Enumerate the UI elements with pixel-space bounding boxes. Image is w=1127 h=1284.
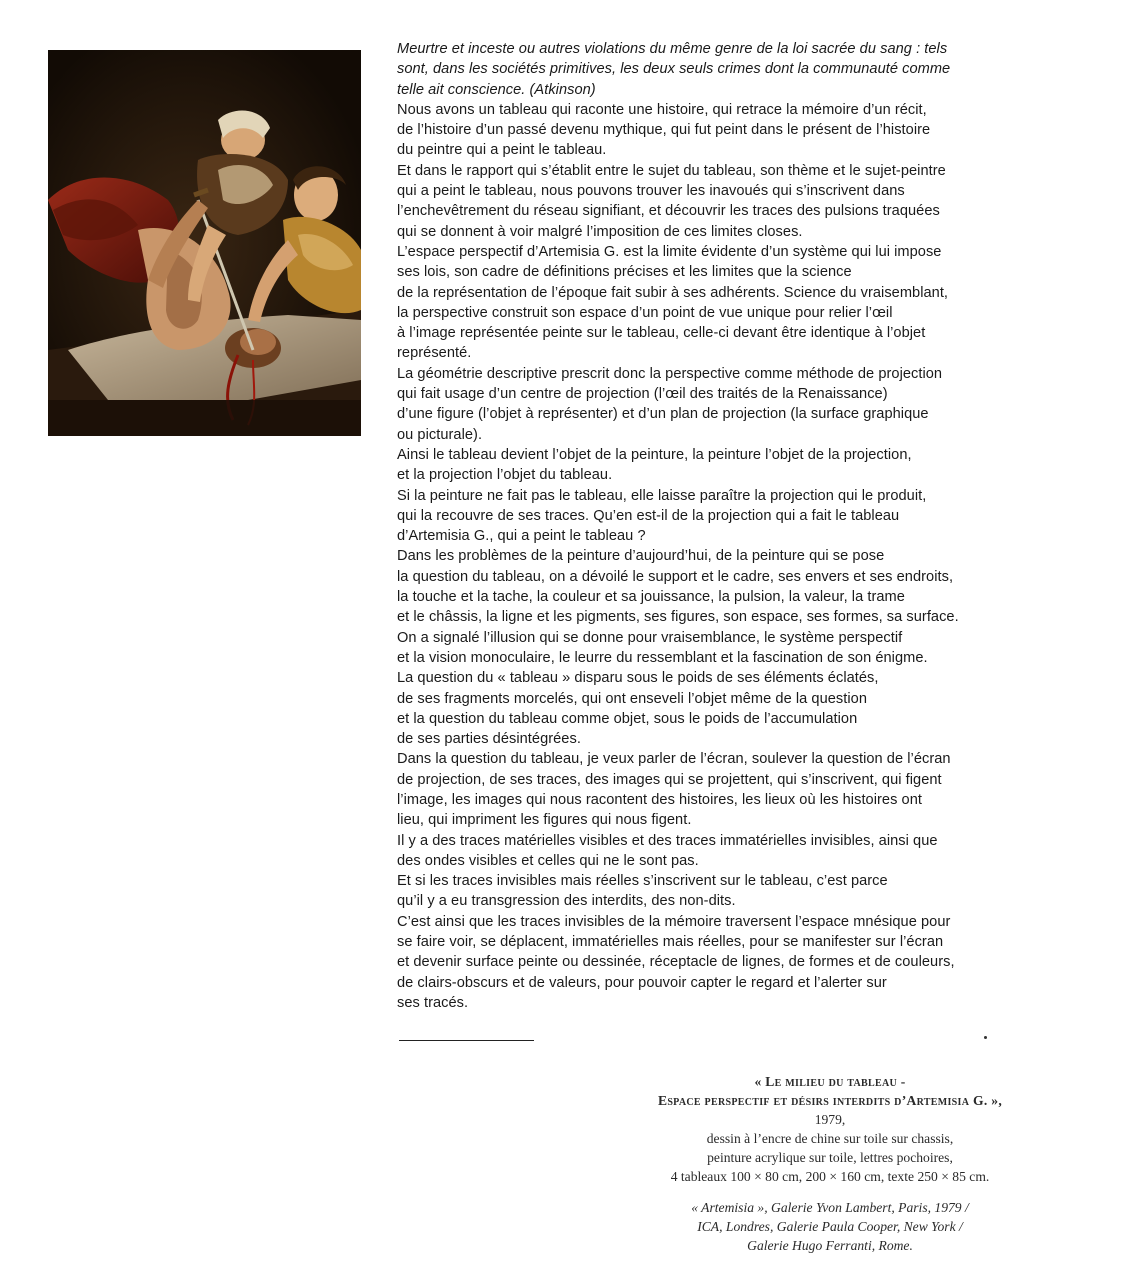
body-line: ou picturale). <box>397 426 483 443</box>
body-line: qu’il y a eu transgression des interdits, des non-dits. <box>397 893 736 910</box>
body-line: Nous avons un tableau qui raconte une histoire, qui retrace la mémoire d’un récit, <box>397 101 927 118</box>
body-line: représenté. <box>397 345 472 362</box>
body-line: L’espace perspectif d’Artemisia G. est la limite évidente d’un système qui lui impose <box>397 243 942 260</box>
epigraph-line: Meurtre et inceste ou autres violations du même genre de la loi sacrée du sang : tels <box>397 41 948 57</box>
body-line: de l’histoire d’un passé devenu mythique, qui fut peint dans le présent de l’histoire <box>397 122 931 139</box>
body-line: du peintre qui a peint le tableau. <box>397 142 607 159</box>
body-line: se faire voir, se déplacent, immatérielles mais réelles, pour se manifester sur l’écran <box>397 934 944 951</box>
body-line: de ses parties désintégrées. <box>397 731 581 748</box>
body-line: La géométrie descriptive prescrit donc la perspective comme méthode de projection <box>397 365 943 382</box>
body-line: Dans la question du tableau, je veux parler de l’écran, soulever la question de l’écran <box>397 751 951 768</box>
body-line: Il y a des traces matérielles visibles et des traces immatérielles invisibles, ainsi que <box>397 832 938 849</box>
caption-dimensions: 4 tableaux 100 × 80 cm, 200 × 160 cm, texte 250 × 85 cm. <box>670 1169 990 1184</box>
body-line: Ainsi le tableau devient l’objet de la peinture, la peinture l’objet de la projection, <box>397 446 912 463</box>
body-line: qui la recouvre de ses traces. Qu’en est-il de la projection qui a fait le tableau <box>397 507 900 524</box>
body-line: et la question du tableau comme objet, sous le poids de l’accumulation <box>397 710 858 727</box>
body-line: et la projection l’objet du tableau. <box>397 467 613 484</box>
body-line: de ses fragments morcelés, qui ont enseveli l’objet même de la question <box>397 690 867 707</box>
body-line: d’une figure (l’objet à représenter) et d’un plan de projection (la surface graphique <box>397 406 929 423</box>
body-line: et le châssis, la ligne et les pigments, ses figures, son espace, ses formes, sa surface. <box>397 609 959 626</box>
body-line: ses tracés. <box>397 994 469 1011</box>
artwork-caption <box>560 1072 1100 1255</box>
body-line: de clairs-obscurs et de valeurs, pour pouvoir capter le regard et l’alerter sur <box>397 974 887 991</box>
body-line: la perspective construit son espace d’un point de vue unique pour relier l’œil <box>397 304 893 321</box>
body-line: Dans les problèmes de la peinture d’aujourd’hui, de la peinture qui se pose <box>397 548 885 565</box>
body-line: qui a peint le tableau, nous pouvons trouver les inavoués qui s’inscrivent dans <box>397 183 905 200</box>
body-line: à l’image représentée peinte sur le tableau, celle-ci devant être identique à l’objet <box>397 325 926 342</box>
epigraph-line: telle ait conscience. (Atkinson) <box>397 81 596 98</box>
caption-title-line-1: « Le milieu du tableau - <box>754 1074 906 1089</box>
body-line: d’Artemisia G., qui a peint le tableau ? <box>397 528 646 545</box>
body-line: la touche et la tache, la couleur et sa jouissance, la pulsion, la valeur, la trame <box>397 589 905 606</box>
caption-title-line-2: Espace perspectif et désirs interdits d’Artemisia G. », <box>657 1093 1003 1108</box>
body-line: et la vision monoculaire, le leurre du ressemblant et la fascination de son énigme. <box>397 649 928 666</box>
body-line: Et si les traces invisibles mais réelles s’inscrivent sur le tableau, c’est parce <box>397 873 888 890</box>
epigraph-line: sont, dans les sociétés primitives, les deux seuls crimes dont la communauté comme <box>397 61 951 78</box>
essay-text <box>397 39 1069 1013</box>
separator-rule <box>399 1040 534 1041</box>
caption-medium-2: peinture acrylique sur toile, lettres pochoires, <box>707 1150 953 1165</box>
artwork-reproduction <box>48 50 361 436</box>
body-line: lieu, qui impriment les figures qui nous figent. <box>397 812 692 829</box>
body-line: l’enchevêtrement du réseau signifiant, et découvrir les traces des pulsions traquées <box>397 203 940 220</box>
body-line: de projection, de ses traces, des images qui se projettent, qui s’inscrivent, qui figent <box>397 771 942 788</box>
body-line: ses lois, son cadre de définitions précises et les limites que la science <box>397 264 852 281</box>
caption-exhibition-2: ICA, Londres, Galerie Paula Cooper, New York / <box>697 1219 963 1234</box>
body-line: de la représentation de l’époque fait subir à ses adhérents. Science du vraisemblant, <box>397 284 949 301</box>
body-line: C’est ainsi que les traces invisibles de la mémoire traversent l’espace mnésique pour <box>397 913 951 930</box>
body-line: la question du tableau, on a dévoilé le support et le cadre, ses envers et ses endroits, <box>397 568 954 585</box>
body-line: La question du « tableau » disparu sous le poids de ses éléments éclatés, <box>397 670 879 687</box>
caption-exhibition-1: « Artemisia », Galerie Yvon Lambert, Paris, 1979 / <box>691 1200 969 1215</box>
painting-judith-holofernes <box>48 50 361 436</box>
body-line: qui se donnent à voir malgré l’imposition de ces limites closes. <box>397 223 803 240</box>
body-line: des ondes visibles et celles qui ne le sont pas. <box>397 852 699 869</box>
body-line: On a signalé l’illusion qui se donne pour vraisemblance, le système perspectif <box>397 629 903 646</box>
caption-year: 1979, <box>814 1112 846 1127</box>
caption-medium-1: dessin à l’encre de chine sur toile sur chassis, <box>706 1131 954 1146</box>
body-line: Et dans le rapport qui s’établit entre le sujet du tableau, son thème et le sujet-peintre <box>397 162 946 179</box>
body-line: et devenir surface peinte ou dessinée, réceptacle de lignes, de formes et de couleurs, <box>397 954 955 971</box>
body-line: l’image, les images qui nous racontent des histoires, les lieux où les histoires ont <box>397 791 922 808</box>
stray-mark <box>984 1036 987 1039</box>
body-line: qui fait usage d’un centre de projection (l’œil des traités de la Renaissance) <box>397 386 888 403</box>
caption-exhibition-3: Galerie Hugo Ferranti, Rome. <box>747 1238 913 1253</box>
body-line: Si la peinture ne fait pas le tableau, elle laisse paraître la projection qui le produit, <box>397 487 927 504</box>
